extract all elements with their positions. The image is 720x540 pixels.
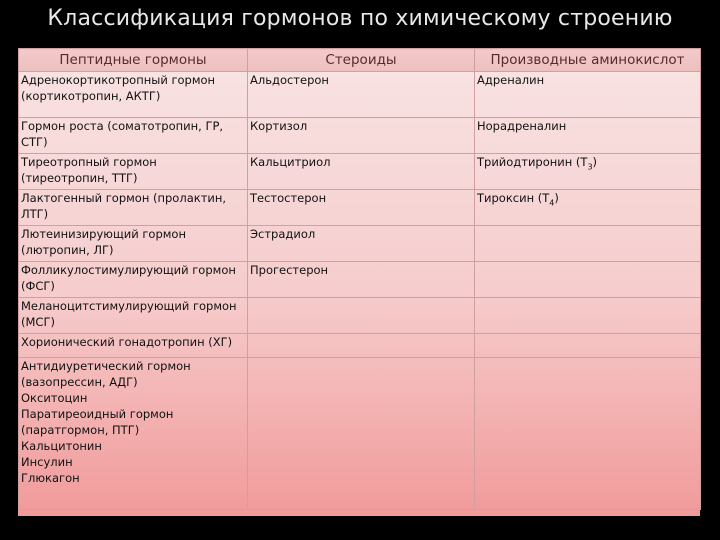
peptide-hormone-line: ЛТГ): [21, 207, 49, 221]
steroid-cell: [248, 298, 475, 334]
peptide-hormone-line: Лютеинизирующий гормон: [21, 227, 186, 241]
table-row: [19, 190, 701, 226]
amino-derivative-name: Норадреналин: [477, 119, 567, 133]
amino-derivative-cell: [475, 118, 701, 154]
amino-derivative-name: Тироксин (Т: [477, 191, 550, 205]
peptide-hormone-line: (ФСГ): [21, 279, 55, 293]
amino-derivative-name: Трийодтиронин (Т: [477, 155, 588, 169]
amino-derivative-cell: [475, 262, 701, 298]
amino-derivative-tail: ): [554, 191, 559, 205]
peptide-hormone-line: Гормон роста (соматотропин, ГР,: [21, 119, 224, 133]
steroid-cell: Эстрадиол: [248, 226, 475, 262]
hormone-classification-table: [18, 48, 701, 510]
peptide-hormone-line: Инсулин: [21, 455, 73, 469]
steroid-cell: Тестостерон: [248, 190, 475, 226]
slide-title: Классификация гормонов по химическому строению: [47, 6, 673, 31]
peptide-hormone-line: (тиреотропин, ТТГ): [21, 171, 138, 185]
peptide-hormone-line: Адренокортикотропный гормон: [21, 73, 216, 87]
peptide-hormone-line: Меланоцитстимулирующий гормон: [21, 299, 237, 313]
peptide-hormone-line: Хорионический гонадотропин (ХГ): [21, 335, 233, 349]
column-header-amino-derivatives: Производные аминокислот: [475, 49, 701, 72]
peptide-hormone-cell: [19, 262, 248, 298]
amino-derivative-subscript: 4: [549, 198, 555, 208]
steroid-cell: Прогестерон: [248, 262, 475, 298]
amino-derivative-cell: [475, 358, 701, 510]
peptide-hormone-line: Антидиуретический гормон: [21, 359, 191, 373]
peptide-hormone-line: Кальцитонин: [21, 439, 102, 453]
amino-derivative-cell: [475, 334, 701, 358]
table-row: [19, 358, 701, 510]
table-row: [19, 118, 701, 154]
amino-derivative-cell: [475, 154, 701, 190]
amino-derivative-subscript: 3: [587, 162, 593, 172]
peptide-hormone-cell: [19, 298, 248, 334]
table-row: [19, 226, 701, 262]
amino-derivative-tail: ): [592, 155, 598, 169]
amino-derivative-cell: [475, 298, 701, 334]
column-header-steroids: Стероиды: [248, 49, 475, 72]
amino-derivative-cell: [475, 226, 701, 262]
table-row: [19, 154, 701, 190]
amino-derivative-cell: [475, 190, 701, 226]
peptide-hormone-cell: [19, 358, 248, 510]
peptide-hormone-line: СТГ): [21, 135, 48, 149]
amino-derivative-name: Адреналин: [477, 73, 545, 87]
table-row: [19, 298, 701, 334]
table-row: [19, 262, 701, 298]
peptide-hormone-line: (вазопрессин, АДГ): [21, 375, 138, 389]
peptide-hormone-line: (МСГ): [21, 315, 55, 329]
amino-derivative-cell: [475, 72, 701, 118]
peptide-hormone-line: Паратиреоидный гормон: [21, 407, 174, 421]
table-header-row: [19, 49, 701, 72]
steroid-cell: Кальцитриол: [248, 154, 475, 190]
table-body: [19, 72, 701, 510]
peptide-hormone-cell: [19, 72, 248, 118]
peptide-hormone-cell: [19, 118, 248, 154]
peptide-hormone-line: (лютропин, ЛГ): [21, 243, 114, 257]
peptide-hormone-line: Лактогенный гормон (пролактин,: [21, 191, 227, 205]
peptide-hormone-line: Глюкагон: [21, 471, 80, 485]
peptide-hormone-line: Тиреотропный гормон: [21, 155, 157, 169]
steroid-cell: [248, 334, 475, 358]
column-header-peptide: Пептидные гормоны: [19, 49, 248, 72]
table-row: [19, 72, 701, 118]
peptide-hormone-line: Фолликулостимулирующий гормон: [21, 263, 236, 277]
peptide-hormone-cell: [19, 334, 248, 358]
table-row: [19, 334, 701, 358]
peptide-hormone-cell: [19, 190, 248, 226]
steroid-cell: Кортизол: [248, 118, 475, 154]
steroid-cell: Альдостерон: [248, 72, 475, 118]
peptide-hormone-cell: [19, 226, 248, 262]
peptide-hormone-line: (кортикотропин, АКТГ): [21, 89, 161, 103]
steroid-cell: [248, 358, 475, 510]
peptide-hormone-cell: [19, 154, 248, 190]
peptide-hormone-line: Окситоцин: [21, 391, 88, 405]
peptide-hormone-line: (паратгормон, ПТГ): [21, 423, 140, 437]
